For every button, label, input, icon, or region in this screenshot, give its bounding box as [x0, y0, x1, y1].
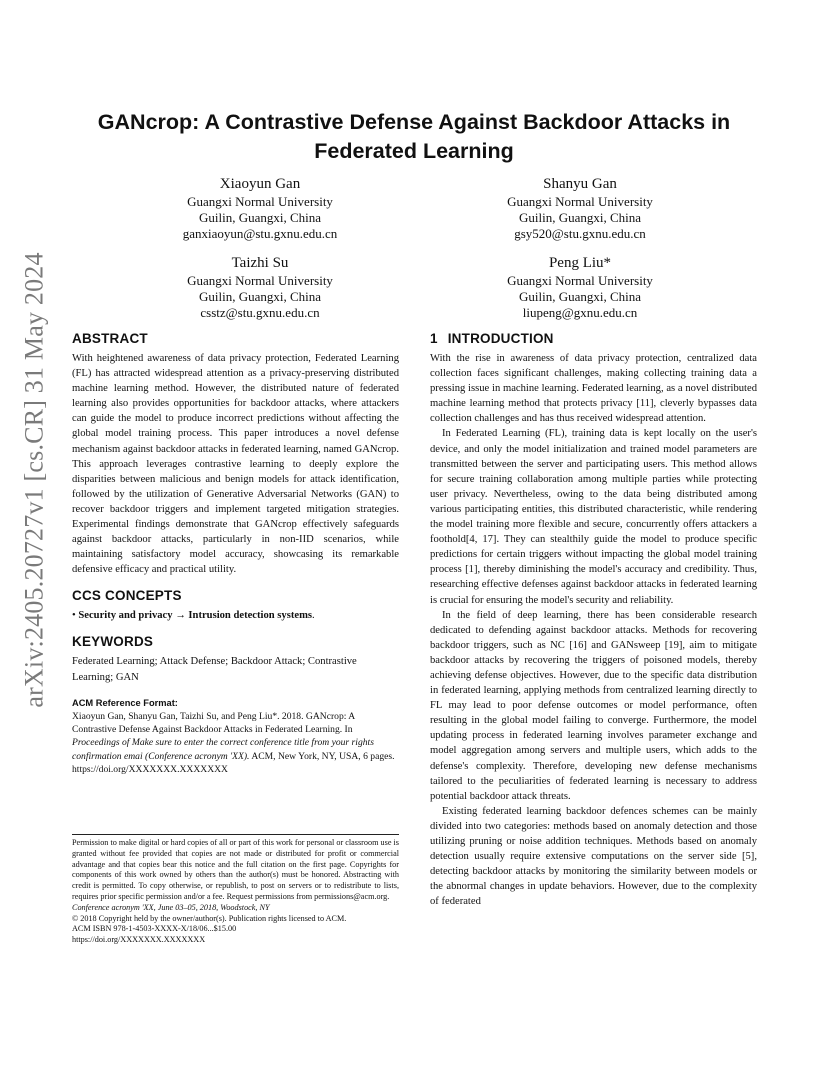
conference-line: Conference acronym 'XX, June 03–05, 2018, Woodstock, NY — [72, 902, 270, 912]
permission-notice: Permission to make digital or hard copies of all or part of this work for personal or classroom use is granted without fee provided that copies are not made or distributed for profit or commercial advantage and that copies bear this notice and the full citation on the first page. Copyrights for components of this work owned by others than the author(s) must be honored. Abstracting with credit is permitted. To copy otherwise, or republish, to post on servers or to redistribute to lists, requires prior specific permission and/or a fee. Request permissions from permissions@acm.org. — [72, 838, 399, 901]
author-block-4 — [460, 254, 700, 321]
author-affiliation: Guangxi Normal University — [187, 194, 333, 209]
section-number: 1 — [430, 331, 438, 346]
author-name: Xiaoyun Gan — [219, 176, 301, 192]
doi-link[interactable]: https://doi.org/XXXXXXX.XXXXXXX — [72, 935, 206, 945]
paper-title: GANcrop: A Contrastive Defense Against Backdoor Attacks in Federated Learning — [97, 110, 731, 163]
author-location: Guilin, Guangxi, China — [198, 210, 322, 225]
left-column — [72, 330, 399, 777]
isbn-line: ACM ISBN 978-1-4503-XXXX-X/18/06...$15.00 — [72, 924, 237, 934]
intro-paragraph-2: In Federated Learning (FL), training data is kept locally on the user's device, and only the model initialization and trained model parameters are transmitted between the server and participating users. This method allows for secure training collaboration among multiple parties while protecting user privacy. Nevertheless, owing to the data being distributed among various participating entities, this distributed characteristic, while rendering the model training more flexible and secure, concurrently offers attackers a foothold[4, 17]. They can stealthily guide the model to produce specific predictions for certain triggers without impacting the global model training process [1], thereby diminishing the model's accuracy and credibility. Thus, researching effective defenses against backdoor attacks in federated learning is crucial for ensuring the model's security and reliability. — [430, 428, 757, 606]
author-email: liupeng@gxnu.edu.cn — [522, 305, 638, 320]
arxiv-identifier: arXiv:2405.20727v1 [cs.CR] 31 May 2024 — [20, 252, 49, 708]
author-affiliation: Guangxi Normal University — [507, 194, 653, 209]
copyright-line: © 2018 Copyright held by the owner/author(s). Publication rights licensed to ACM. — [72, 913, 347, 923]
author-email: gsy520@stu.gxnu.edu.cn — [514, 226, 646, 241]
intro-paragraph-3: In the field of deep learning, there has been considerable research dedicated to defending against backdoor attacks. Methods for recovering backdoor triggers, such as NC [16] and GANsweep [19], aim to mitigate backdoor attacks by recovering the triggers of poisoned models, thereby achieving defense objectives. However, due to the specific data distribution in federated learning, applying methods from centralized learning directly to FL may lead to poor defense outcomes or model performance, often resulting in the global model failing to converge. Furthermore, the model updating process in federated learning involves parameter exchange and model aggregation among servers and multiple users, which adds to the defense's complexity. Therefore, developing new defense mechanisms tailored to the peculiarities of federated learning is necessary to address potential backdoor attack threats. — [430, 609, 757, 802]
author-block-2 — [460, 175, 700, 242]
acm-reference-line1: Xiaoyun Gan, Shanyu Gan, Taizhi Su, and Peng Liu*. 2018. GANcrop: A Contrastive Defense Against Backdoor Attacks in Federated Learning. In — [72, 710, 355, 735]
abstract-heading: ABSTRACT — [72, 331, 148, 346]
intro-paragraph-4: Existing federated learning backdoor defences schemes can be mainly divided into two categories: methods based on anomaly detection and those utilizing pruning or noise addition techniques. Methods based on anomaly detection usually require extensive computations on the server side [5], detecting backdoor attacks by monitoring the similarity between models or the abnormal changes in update behaviors. However, due to the complexity of federated — [430, 805, 757, 908]
author-name: Taizhi Su — [231, 255, 289, 271]
right-column — [430, 330, 757, 909]
acm-reference-body — [72, 710, 399, 777]
ccs-tail: . — [312, 610, 315, 622]
author-affiliation: Guangxi Normal University — [187, 273, 333, 288]
author-name: Shanyu Gan — [543, 176, 617, 192]
footnote-divider — [72, 834, 399, 835]
section-title: INTRODUCTION — [447, 331, 554, 346]
copyright-footnote — [72, 838, 399, 946]
keywords-heading: KEYWORDS — [72, 634, 154, 650]
author-location: Guilin, Guangxi, China — [518, 210, 642, 225]
ccs-concept — [72, 608, 399, 623]
author-block-1 — [140, 175, 380, 242]
abstract-text: With heightened awareness of data privacy protection, Federated Learning (FL) has attracted widespread attention as a privacy-preserving distributed machine learning method. However, the distributed nature of federated learning also provides opportunities for backdoor attacks, where attackers can guide the model to produce incorrect predictions without affecting the global model training process. This paper introduces a novel defense mechanism against backdoor attacks in federated learning, named GANcrop. This approach leverages contrastive learning to deeply explore the disparities between malicious and benign models for attack identification, followed by the utilization of Generative Adversarial Networks (GAN) to recover backdoor triggers and implement targeted mitigation strategies. Experimental findings demonstrate that GANcrop effectively safeguards against backdoor attacks, particularly in non-IID scenarios, while maintaining satisfactory model accuracy, showcasing its remarkable defensive efficacy and practical utility. — [72, 353, 399, 576]
introduction-heading — [430, 330, 757, 348]
arxiv-side-stamp — [20, 252, 50, 708]
author-location: Guilin, Guangxi, China — [198, 289, 322, 304]
author-block-3 — [140, 254, 380, 321]
keywords-text: Federated Learning; Attack Defense; Backdoor Attack; Contrastive Learning; GAN — [72, 656, 357, 683]
intro-paragraph-1: With the rise in awareness of data privacy protection, centralized data collection faces significant challenges, making collecting training data a pressing issue in machine learning. Federated learning, as a novel distributed machine learning method that protects privacy [11], cleverly bypasses data collection challenges and has thus received widespread attention. — [430, 353, 757, 425]
acm-reference-proceedings: Proceedings of Make sure to enter the correct conference title from your rights confirmation emai (Conference acronym 'XX). — [72, 737, 374, 762]
author-email: ganxiaoyun@stu.gxnu.edu.cn — [182, 226, 338, 241]
author-name: Peng Liu* — [548, 255, 612, 271]
author-email: csstz@stu.gxnu.edu.cn — [200, 305, 320, 320]
ccs-heading: CCS CONCEPTS — [72, 588, 182, 604]
author-affiliation: Guangxi Normal University — [507, 273, 653, 288]
acm-reference-heading: ACM Reference Format: — [72, 697, 178, 708]
ccs-bullet: • — [72, 610, 76, 622]
acm-reference-line2: ACM, New York, NY, USA, 6 pages. https://doi.org/XXXXXXX.XXXXXXX — [72, 750, 395, 776]
ccs-concept-text: Security and privacy → Intrusion detection systems — [78, 610, 313, 622]
author-location: Guilin, Guangxi, China — [518, 289, 642, 304]
